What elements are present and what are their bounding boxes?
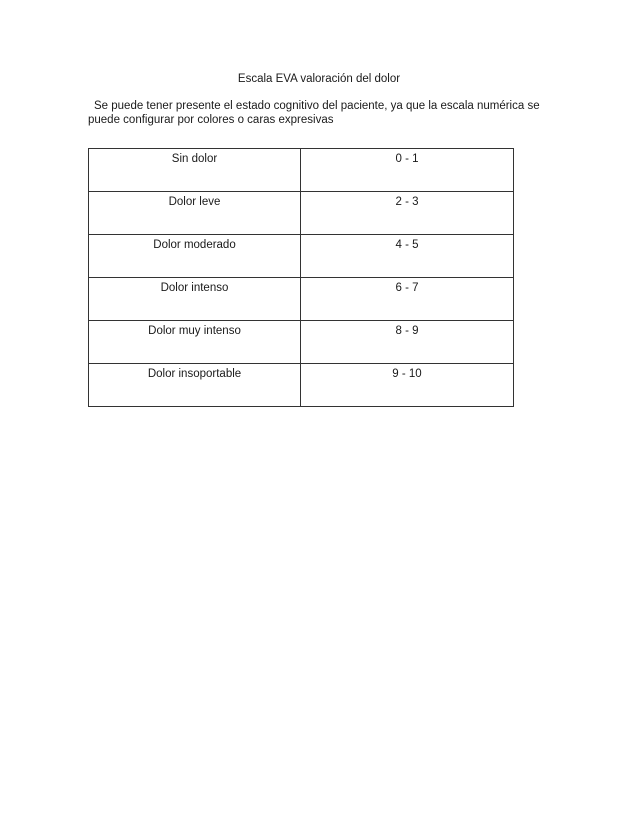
pain-level-label: Dolor intenso	[89, 278, 301, 321]
pain-level-label: Dolor insoportable	[89, 364, 301, 407]
table-row	[89, 364, 514, 407]
table-row	[89, 235, 514, 278]
pain-score-range: 9 - 10	[301, 364, 514, 407]
pain-score-range: 2 - 3	[301, 192, 514, 235]
pain-score-range: 8 - 9	[301, 321, 514, 364]
pain-score-range: 6 - 7	[301, 278, 514, 321]
pain-score-range: 4 - 5	[301, 235, 514, 278]
document-title: Escala EVA valoración del dolor	[237, 73, 401, 85]
table-row	[89, 278, 514, 321]
pain-level-label: Dolor moderado	[89, 235, 301, 278]
table-row	[89, 149, 514, 192]
table-row	[89, 321, 514, 364]
pain-level-label: Dolor muy intenso	[89, 321, 301, 364]
table-row	[89, 192, 514, 235]
intro-paragraph: Se puede tener presente el estado cognitivo del paciente, ya que la escala numérica se puede configurar por colores o caras expresivas	[88, 100, 540, 126]
pain-score-range: 0 - 1	[301, 149, 514, 192]
pain-level-label: Dolor leve	[89, 192, 301, 235]
pain-level-label: Sin dolor	[89, 149, 301, 192]
pain-scale-table	[88, 148, 514, 407]
